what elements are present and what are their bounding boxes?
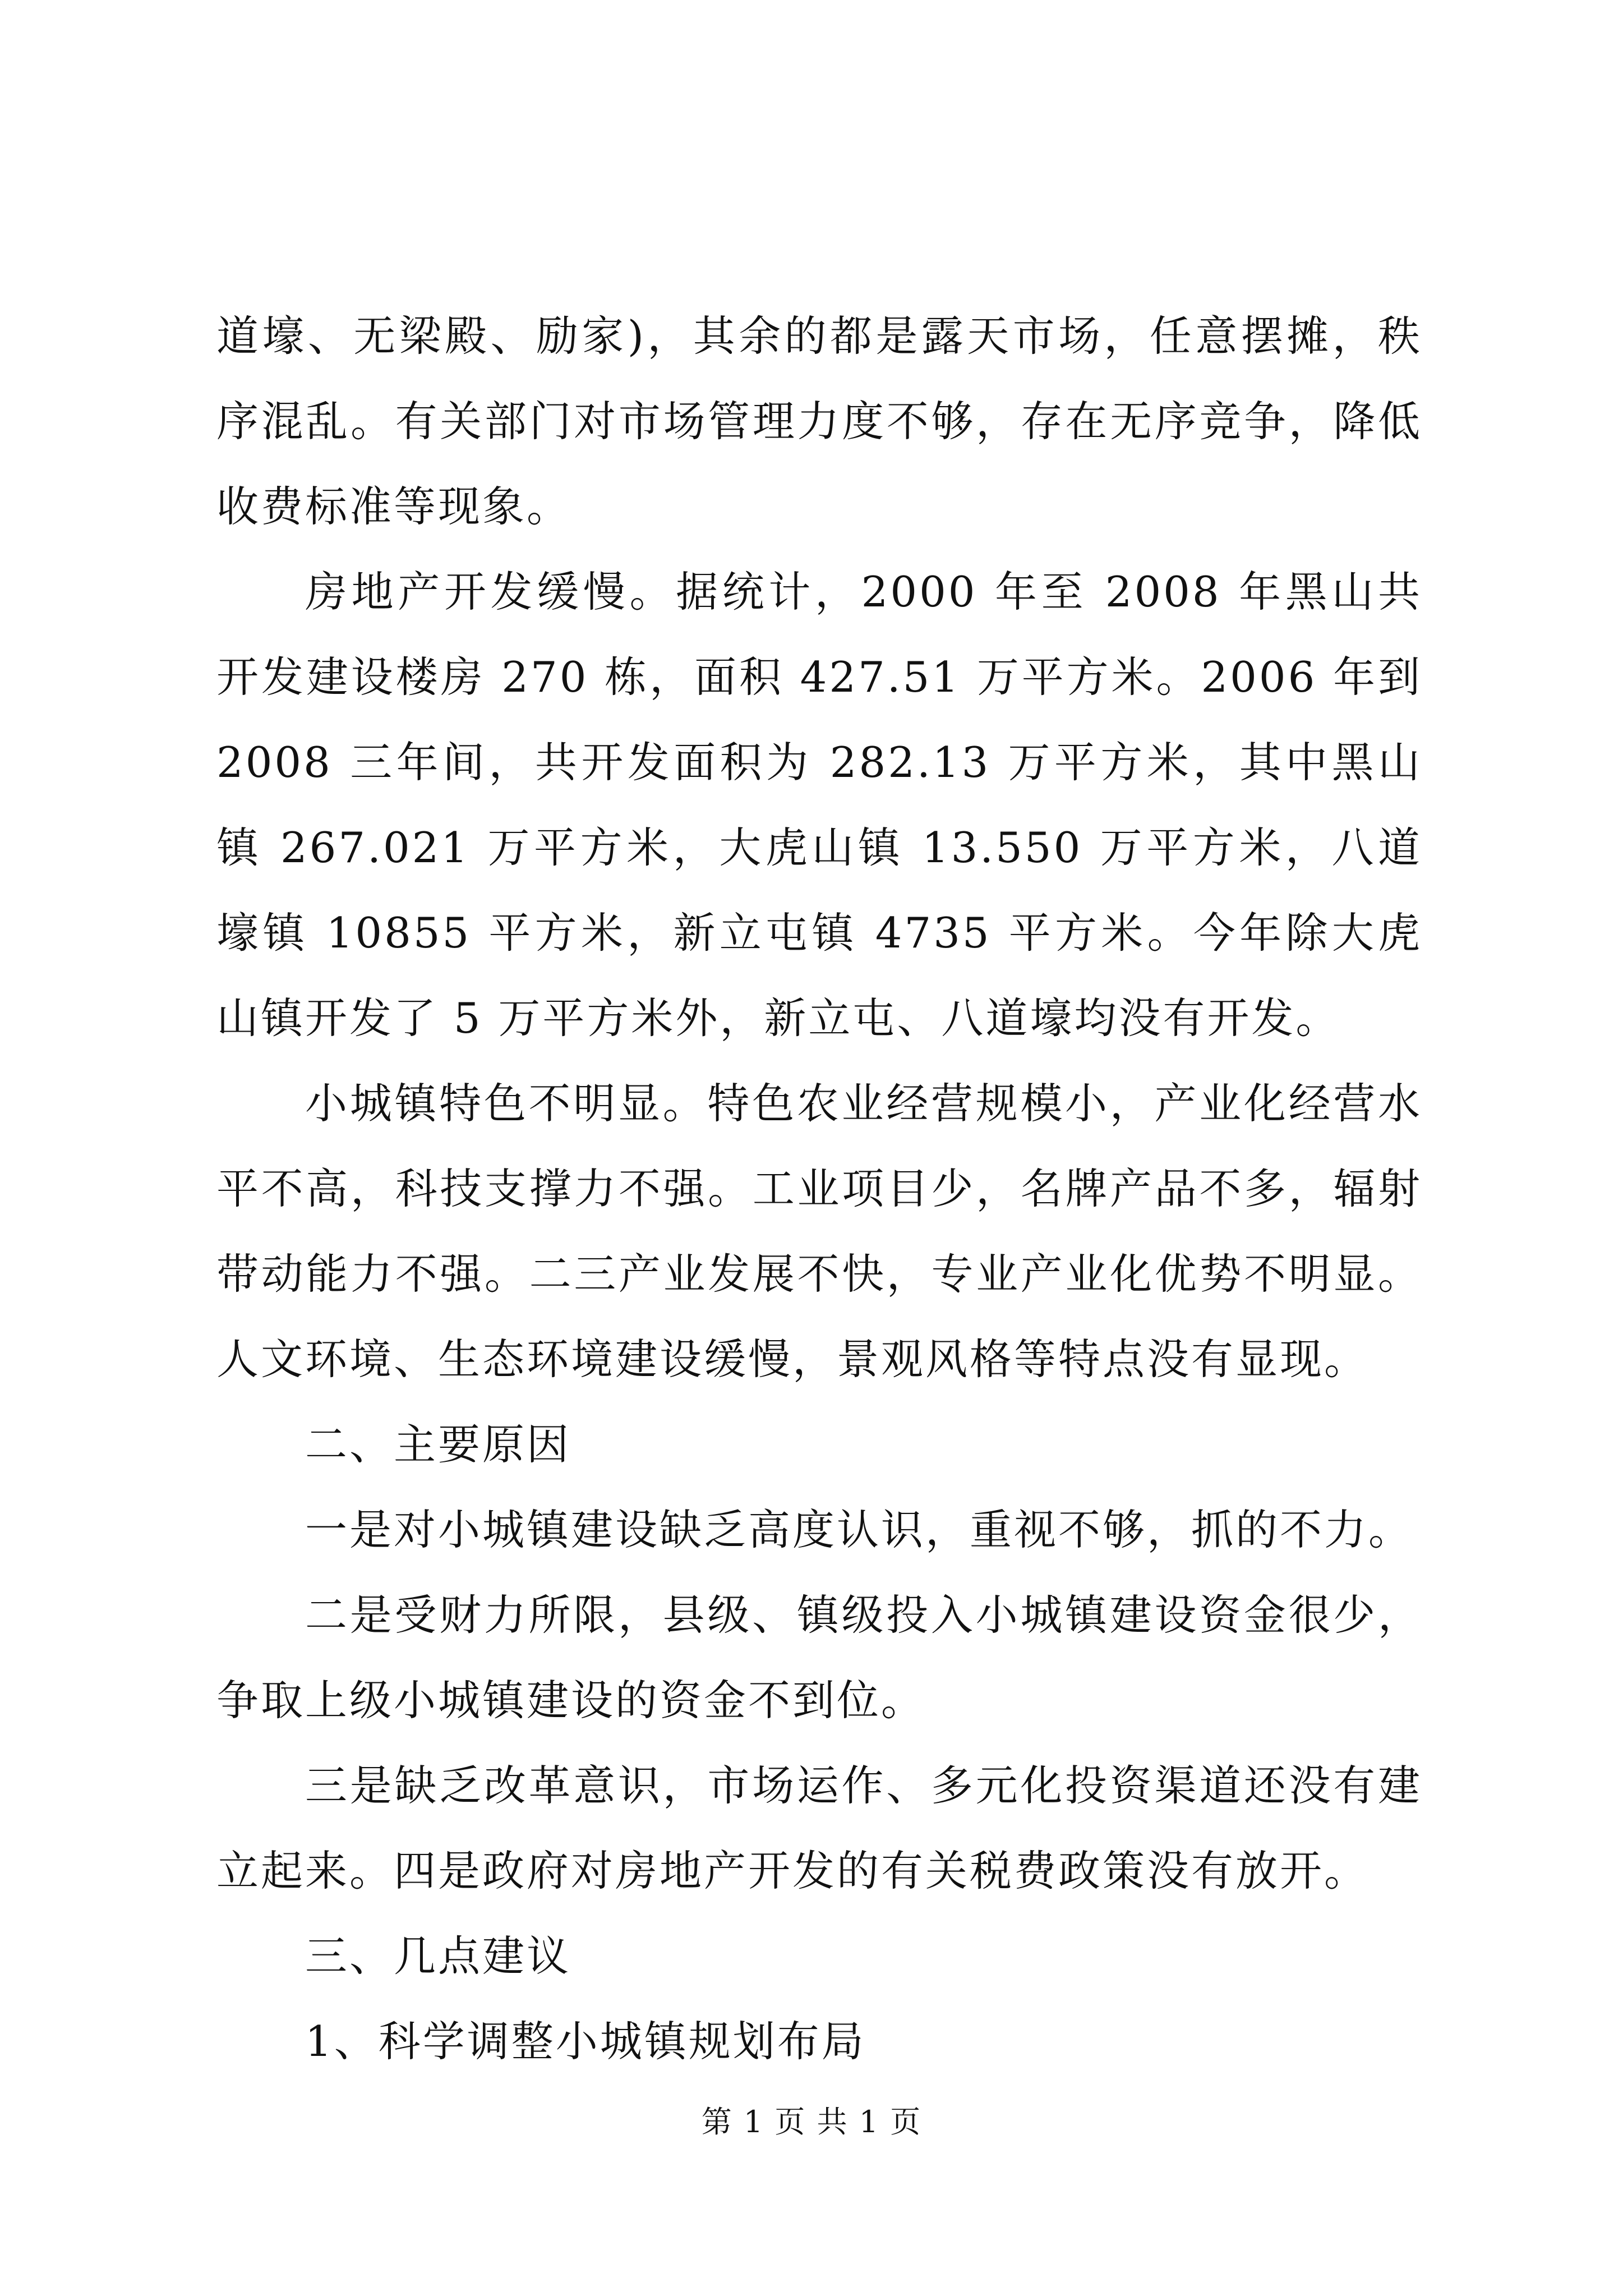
paragraph-reason-one: 一是对小城镇建设缺乏高度认识，重视不够，抓的不力。 bbox=[305, 1505, 1413, 1554]
section-heading-main-reasons: 二、主要原因 bbox=[305, 1420, 571, 1469]
paragraph-market-situation: 道壕、无梁殿、励家)，其余的都是露天市场，任意摆摊，秩序混乱。有关部门对市场管理力度不够，存在无序竞争，降低收费标准等现象。 bbox=[216, 311, 1422, 531]
paragraph-real-estate: 房地产开发缓慢。据统计，2000 年至 2008 年黑山共开发建设楼房 270 栋，面积 427.51 万平方米。2006 年到 2008 三年间，共开发面积为 282.13 万平方米，其中黑山镇 267.021 万平方米，大虎山镇 13.550 万平方米，八道壕镇 10855 平方米，新立屯镇 4735 平方米。今年除大虎山镇开发了 5 万平方米外，新立屯、八道壕均没有开发。 bbox=[216, 567, 1422, 1043]
paragraph-suggestion-one: 1、科学调整小城镇规划布局 bbox=[305, 2017, 866, 2066]
paragraph-reason-three-four: 三是缺乏改革意识，市场运作、多元化投资渠道还没有建立起来。四是政府对房地产开发的有关税费政策没有放开。 bbox=[216, 1761, 1422, 1895]
document-body bbox=[216, 293, 1422, 2084]
section-heading-suggestions: 三、几点建议 bbox=[305, 1931, 571, 1981]
paragraph-reason-two: 二是受财力所限，县级、镇级投入小城镇建设资金很少，争取上级小城镇建设的资金不到位。 bbox=[216, 1590, 1422, 1725]
paragraph-town-features: 小城镇特色不明显。特色农业经营规模小，产业化经营水平不高，科技支撑力不强。工业项目少，名牌产品不多，辐射带动能力不强。二三产业发展不快，专业产业化优势不明显。人文环境、生态环境建设缓慢，景观风格等特点没有显现。 bbox=[216, 1079, 1422, 1384]
page-footer: 第 1 页 共 1 页 bbox=[701, 2104, 922, 2139]
